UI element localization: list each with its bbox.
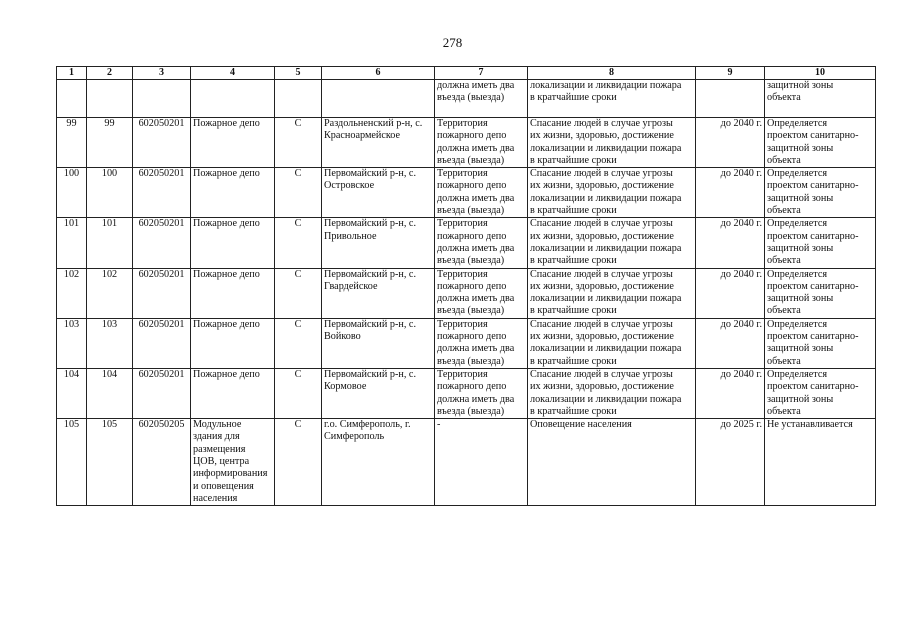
header-col-7: 7 [435, 67, 528, 80]
cell-code: 602050201 [133, 318, 191, 368]
cell-number: 99 [57, 118, 87, 168]
table-row [57, 318, 876, 368]
cell-location: Первомайский р-н, с. Гвардейское [322, 268, 435, 318]
cell-purpose: Спасание людей в случае угрозы их жизни, здоровью, достижение локализации и ликвидации пожара в кратчайшие сроки [528, 368, 696, 418]
cell-protection-zone: Определяется проектом санитарно- защитной зоны объекта [765, 118, 876, 168]
table-row [57, 118, 876, 168]
cell-status: С [275, 368, 322, 418]
cell-object-name: Пожарное депо [191, 368, 275, 418]
cell-code: 602050201 [133, 368, 191, 418]
cell-object-name: Пожарное депо [191, 268, 275, 318]
header-col-1: 1 [57, 67, 87, 80]
table-row [57, 268, 876, 318]
cell-location: Первомайский р-н, с. Кормовое [322, 368, 435, 418]
cell-number: 104 [57, 368, 87, 418]
cell-status: С [275, 118, 322, 168]
cell-characteristics: Территория пожарного депо должна иметь два въезда (выезда) [435, 118, 528, 168]
cell-purpose: Оповещение населения [528, 419, 696, 506]
cell-code: 602050201 [133, 218, 191, 268]
cell-location [322, 80, 435, 118]
cell-code [133, 80, 191, 118]
header-col-5: 5 [275, 67, 322, 80]
cell-index [87, 80, 133, 118]
cell-protection-zone: Определяется проектом санитарно- защитной зоны объекта [765, 218, 876, 268]
table-row [57, 218, 876, 268]
cell-code: 602050201 [133, 268, 191, 318]
cell-object-name [191, 80, 275, 118]
cell-characteristics: Территория пожарного депо должна иметь два въезда (выезда) [435, 268, 528, 318]
cell-protection-zone: защитной зоны объекта [765, 80, 876, 118]
cell-deadline: до 2040 г. [696, 368, 765, 418]
document-table [56, 66, 876, 506]
cell-protection-zone: Определяется проектом санитарно- защитной зоны объекта [765, 368, 876, 418]
header-col-9: 9 [696, 67, 765, 80]
cell-status: С [275, 268, 322, 318]
cell-location: г.о. Симферополь, г. Симферополь [322, 419, 435, 506]
cell-status: С [275, 318, 322, 368]
cell-index: 105 [87, 419, 133, 506]
cell-object-name: Пожарное депо [191, 118, 275, 168]
cell-characteristics: Территория пожарного депо должна иметь два въезда (выезда) [435, 368, 528, 418]
cell-object-name: Пожарное депо [191, 168, 275, 218]
cell-code: 602050205 [133, 419, 191, 506]
cell-index: 104 [87, 368, 133, 418]
cell-deadline: до 2040 г. [696, 168, 765, 218]
cell-deadline: до 2040 г. [696, 218, 765, 268]
header-col-6: 6 [322, 67, 435, 80]
cell-characteristics: Территория пожарного депо должна иметь два въезда (выезда) [435, 168, 528, 218]
cell-deadline: до 2025 г. [696, 419, 765, 506]
table-row [57, 168, 876, 218]
cell-number: 103 [57, 318, 87, 368]
cell-deadline [696, 80, 765, 118]
cell-index: 101 [87, 218, 133, 268]
cell-index: 99 [87, 118, 133, 168]
cell-location: Раздольненский р-н, с. Красноармейское [322, 118, 435, 168]
header-col-4: 4 [191, 67, 275, 80]
continuation-row [57, 80, 876, 118]
cell-number [57, 80, 87, 118]
cell-index: 103 [87, 318, 133, 368]
cell-deadline: до 2040 г. [696, 318, 765, 368]
cell-characteristics: Территория пожарного депо должна иметь два въезда (выезда) [435, 218, 528, 268]
cell-purpose: Спасание людей в случае угрозы их жизни, здоровью, достижение локализации и ликвидации пожара в кратчайшие сроки [528, 318, 696, 368]
header-col-8: 8 [528, 67, 696, 80]
cell-location: Первомайский р-н, с. Войково [322, 318, 435, 368]
cell-deadline: до 2040 г. [696, 268, 765, 318]
cell-index: 102 [87, 268, 133, 318]
cell-index: 100 [87, 168, 133, 218]
cell-status: С [275, 419, 322, 506]
cell-protection-zone: Определяется проектом санитарно- защитной зоны объекта [765, 168, 876, 218]
cell-protection-zone: Определяется проектом санитарно- защитной зоны объекта [765, 268, 876, 318]
cell-location: Первомайский р-н, с. Привольное [322, 218, 435, 268]
cell-characteristics: должна иметь два въезда (выезда) [435, 80, 528, 118]
cell-code: 602050201 [133, 118, 191, 168]
cell-deadline: до 2040 г. [696, 118, 765, 168]
cell-status [275, 80, 322, 118]
cell-purpose: Спасание людей в случае угрозы их жизни, здоровью, достижение локализации и ликвидации пожара в кратчайшие сроки [528, 168, 696, 218]
cell-object-name: Пожарное депо [191, 218, 275, 268]
cell-number: 101 [57, 218, 87, 268]
cell-purpose: Спасание людей в случае угрозы их жизни, здоровью, достижение локализации и ликвидации пожара в кратчайшие сроки [528, 118, 696, 168]
cell-purpose: Спасание людей в случае угрозы их жизни, здоровью, достижение локализации и ликвидации пожара в кратчайшие сроки [528, 268, 696, 318]
table-row [57, 368, 876, 418]
cell-protection-zone: Не устанавливается [765, 419, 876, 506]
cell-number: 100 [57, 168, 87, 218]
table-row [57, 419, 876, 506]
cell-purpose: локализации и ликвидации пожара в кратчайшие сроки [528, 80, 696, 118]
page-number: 278 [442, 35, 463, 50]
cell-characteristics: - [435, 419, 528, 506]
cell-number: 102 [57, 268, 87, 318]
cell-status: С [275, 218, 322, 268]
cell-number: 105 [57, 419, 87, 506]
cell-object-name: Модульное здания для размещения ЦОВ, центра информирования и оповещения населения [191, 419, 275, 506]
cell-location: Первомайский р-н, с. Островское [322, 168, 435, 218]
cell-characteristics: Территория пожарного депо должна иметь два въезда (выезда) [435, 318, 528, 368]
cell-object-name: Пожарное депо [191, 318, 275, 368]
cell-status: С [275, 168, 322, 218]
header-col-10: 10 [765, 67, 876, 80]
cell-protection-zone: Определяется проектом санитарно- защитной зоны объекта [765, 318, 876, 368]
header-row [57, 67, 876, 80]
cell-code: 602050201 [133, 168, 191, 218]
header-col-3: 3 [133, 67, 191, 80]
header-col-2: 2 [87, 67, 133, 80]
cell-purpose: Спасание людей в случае угрозы их жизни, здоровью, достижение локализации и ликвидации пожара в кратчайшие сроки [528, 218, 696, 268]
